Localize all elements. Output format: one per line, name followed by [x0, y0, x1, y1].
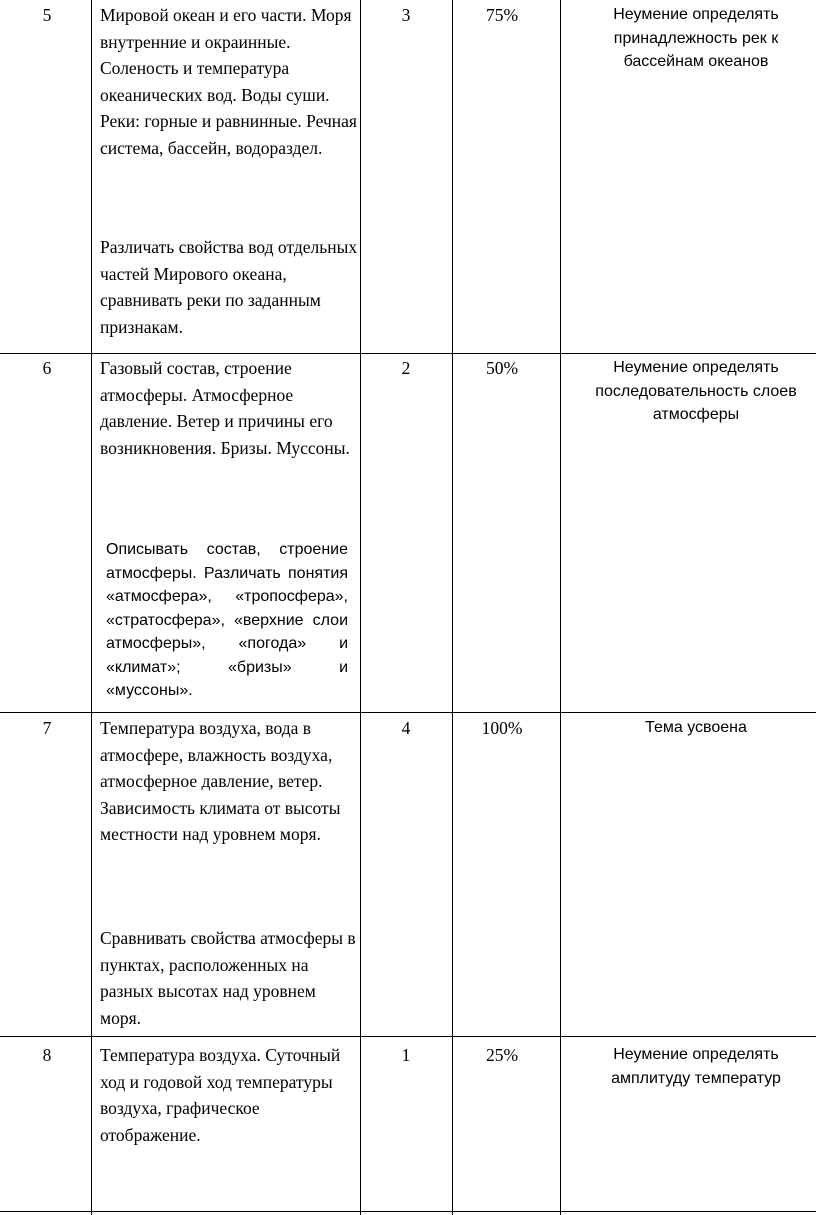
- comment-text: Неумение определять принадлежность рек к бассейнам океанов: [613, 6, 779, 70]
- row-number: 8: [42, 1045, 52, 1065]
- comment-text: Неумение определять последовательность слоев атмосферы: [595, 359, 797, 423]
- comment-text: Неумение определять амплитуду температур: [611, 1046, 781, 1087]
- topic-text: Газовый состав, строение атмосферы. Атмосферное давление. Ветер и причины его возникновения. Бризы. Муссоны.: [100, 358, 350, 458]
- column-divider: [560, 0, 561, 1215]
- task-count: 2: [401, 358, 411, 378]
- row-divider: [0, 712, 816, 713]
- row-number: 5: [42, 5, 52, 25]
- row-number: 7: [42, 718, 52, 738]
- column-divider: [91, 0, 92, 1215]
- percent-value: 50%: [485, 358, 519, 378]
- skill-text: Сравнивать свойства атмосферы в пунктах, расположенных на разных высотах над уровнем моря.: [100, 928, 356, 1028]
- topic-text: Температура воздуха, вода в атмосфере, влажность воздуха, атмосферное давление, ветер. Зависимость климата от высоты местности над уровнем моря.: [100, 718, 341, 844]
- topic-text: Мировой океан и его части. Моря внутренние и окраинные. Соленость и температура океанических вод. Воды суши. Реки: горные и равнинные. Речная система, бассейн, водораздел.: [100, 5, 357, 158]
- skill-text: Описывать состав, строение атмосферы. Различать понятия «атмосфера», «тропосфера», «стратосфера», «верхние слои атмосферы», «погода» и «климат»; «бризы» и «муссоны».: [106, 541, 348, 699]
- task-count: 4: [401, 718, 411, 738]
- row-divider: [0, 353, 816, 354]
- task-count: 1: [401, 1045, 411, 1065]
- topic-text: Температура воздуха. Суточный ход и годовой ход температуры воздуха, графическое отображение.: [100, 1045, 341, 1145]
- comment-text: Тема усвоена: [645, 719, 747, 736]
- row-number: 6: [42, 358, 52, 378]
- task-count: 3: [401, 5, 411, 25]
- skill-text: Различать свойства вод отдельных частей Мирового океана, сравнивать реки по заданным признакам.: [100, 237, 358, 337]
- column-divider: [452, 0, 453, 1215]
- column-divider: [360, 0, 361, 1215]
- row-divider: [0, 1036, 816, 1037]
- row-divider: [0, 1211, 816, 1212]
- percent-value: 25%: [485, 1045, 519, 1065]
- percent-value: 75%: [485, 5, 519, 25]
- percent-value: 100%: [481, 718, 523, 738]
